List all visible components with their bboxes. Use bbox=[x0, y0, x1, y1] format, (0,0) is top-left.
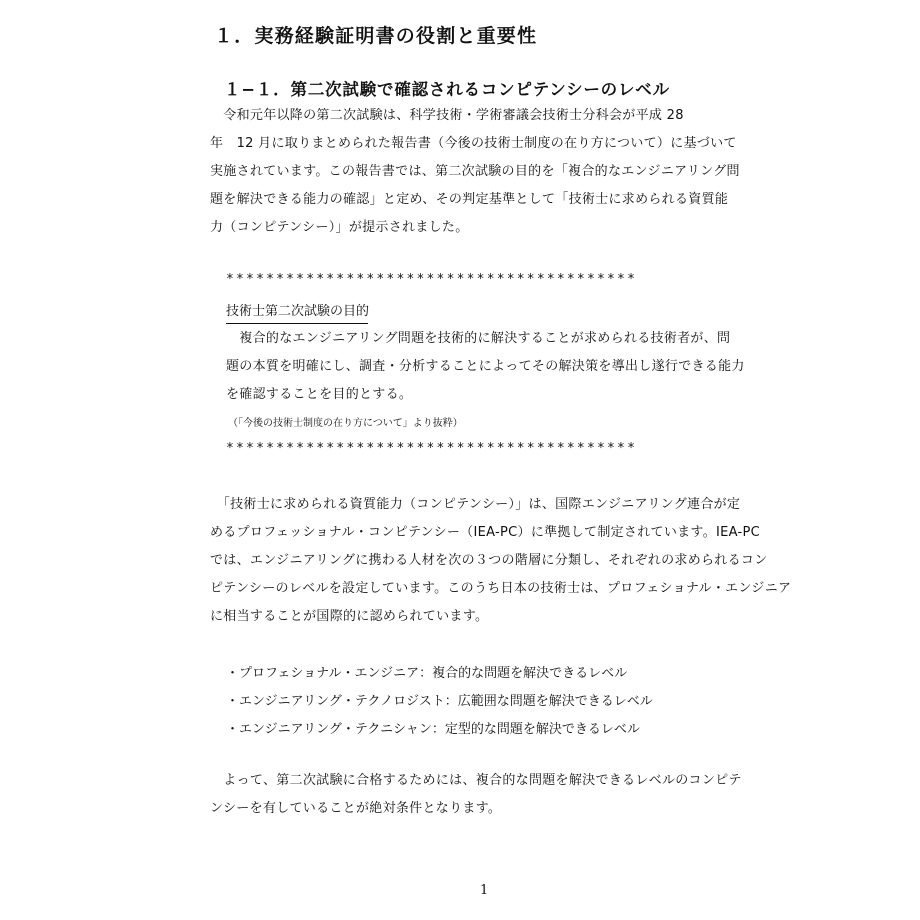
quote-line: 複合的なエンジニアリング問題を技術的に解決することが求められる技術者が、問 bbox=[226, 331, 731, 346]
quote-source: （「今後の技術士制度の在り方について」より抜粋） bbox=[228, 418, 463, 429]
level-item: ・エンジニアリング・テクノロジスト：広範囲な問題を解決できるレベル bbox=[226, 694, 653, 709]
intro-line: 題を解決できる能力の確認」と定め、その判定基準として「技術士に求められる資質能 bbox=[210, 192, 729, 207]
competency-line: ピテンシーのレベルを設定しています。このうち日本の技術士は、プロフェショナル・エンジニア bbox=[210, 581, 792, 596]
conclusion-paragraph bbox=[210, 767, 750, 823]
quote-box-title: 技術士第二次試験の目的 bbox=[226, 304, 370, 319]
competency-paragraph bbox=[210, 491, 792, 631]
competency-line: 「技術士に求められる資質能力（コンピテンシー）」は、国際エンジニアリング連合が定 bbox=[210, 497, 741, 512]
subsection-title: １−１．第二次試験で確認されるコンピテンシーのレベル bbox=[224, 80, 670, 99]
section-title: １．実務経験証明書の役割と重要性 bbox=[214, 25, 538, 47]
competency-line: に相当することが国際的に認められています。 bbox=[210, 609, 489, 624]
intro-line: 令和元年以降の第二次試験は、科学技術・学術審議会技術士分科会が平成 28 bbox=[210, 108, 684, 123]
quote-box-bottom-border: ***************************************** bbox=[226, 441, 638, 456]
levels-list bbox=[226, 660, 653, 744]
quote-line: を確認することを目的とする。 bbox=[226, 387, 413, 402]
intro-line: 年 12 月に取りまとめられた報告書（今後の技術士制度の在り方について）に基づいて bbox=[210, 136, 737, 151]
competency-line: では、エンジニアリングに携わる人材を次の３つの階層に分類し、それぞれの求められるコン bbox=[210, 553, 768, 568]
quote-line: 題の本質を明確にし、調査・分析することによってその解決策を導出し遂行できる能力 bbox=[226, 359, 745, 374]
quote-box-top-border: ***************************************** bbox=[226, 272, 638, 287]
quote-box-title-underline bbox=[226, 323, 368, 324]
page-number: 1 bbox=[480, 883, 489, 898]
level-item: ・エンジニアリング・テクニシャン：定型的な問題を解決できるレベル bbox=[226, 722, 640, 737]
intro-line: 力（コンピテンシー）」が提示されました。 bbox=[210, 220, 469, 235]
quote-box-body bbox=[226, 325, 745, 409]
intro-paragraph bbox=[210, 102, 750, 242]
competency-line: めるプロフェッショナル・コンピテンシー（IEA-PC）に準拠して制定されています。IEA-PC bbox=[210, 525, 761, 540]
intro-line: 実施されています。この報告書では、第二次試験の目的を「複合的なエンジニアリング問 bbox=[210, 164, 740, 179]
conclusion-line: よって、第二次試験に合格するためには、複合的な問題を解決できるレベルのコンピテ bbox=[210, 773, 742, 788]
level-item: ・プロフェショナル・エンジニア：複合的な問題を解決できるレベル bbox=[226, 666, 628, 681]
conclusion-line: ンシーを有していることが絶対条件となります。 bbox=[210, 801, 502, 816]
